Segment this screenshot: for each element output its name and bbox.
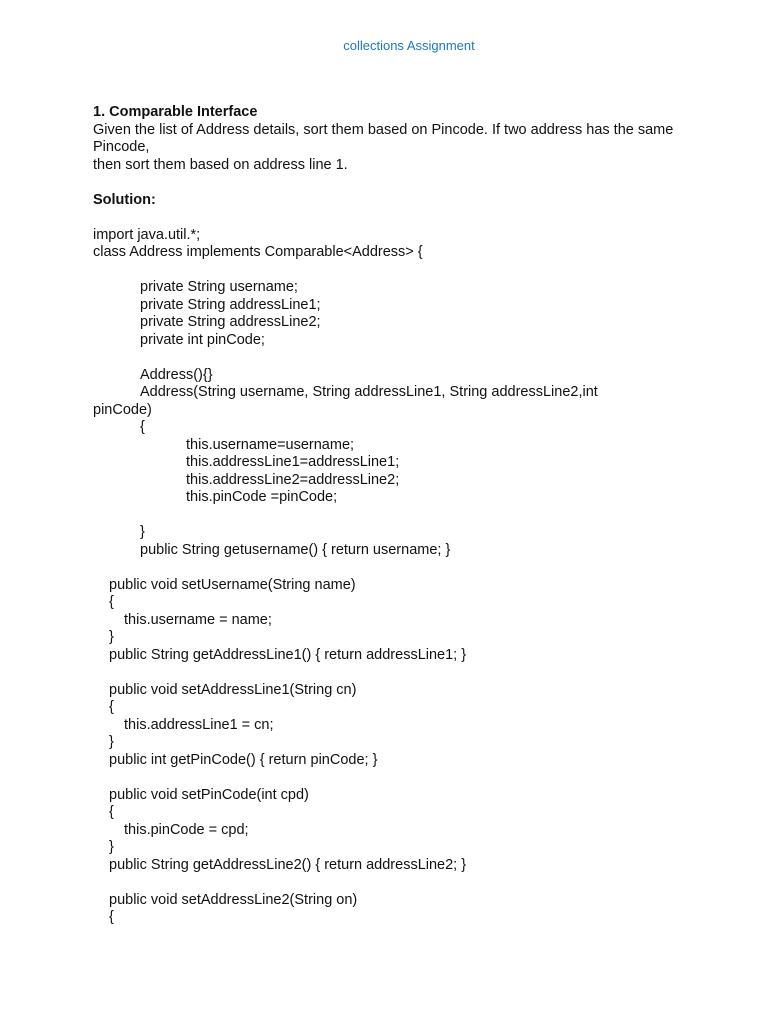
spacer	[93, 769, 693, 787]
code-line: {	[109, 909, 114, 925]
spacer	[93, 174, 693, 192]
code-line: this.addressLine1=addressLine1;	[186, 454, 400, 470]
document-body	[93, 104, 693, 927]
code-line: this.username=username;	[186, 436, 355, 453]
code-line: }	[109, 734, 114, 750]
code-line: pinCode)	[93, 401, 152, 418]
spacer	[93, 507, 693, 525]
code-line: this.username = name;	[124, 611, 272, 628]
code-line: private String addressLine2;	[140, 314, 321, 330]
spacer	[93, 559, 693, 577]
solution-label: Solution:	[93, 191, 156, 208]
code-line: }	[109, 629, 114, 645]
code-line: private String addressLine1;	[140, 296, 321, 313]
code-line: {	[109, 699, 114, 715]
code-line: public String getusername() { return username; }	[140, 541, 451, 558]
code-line: public String getAddressLine2() { return addressLine2; }	[109, 856, 467, 873]
code-line: Address(String username, String addressLine1, String addressLine2,int	[140, 384, 598, 400]
spacer	[93, 874, 693, 892]
code-line: public void setPinCode(int cpd)	[109, 786, 309, 803]
code-line: }	[109, 839, 114, 855]
code-line: Address(){}	[140, 366, 213, 383]
spacer	[93, 349, 693, 367]
code-line: class Address implements Comparable<Address> {	[93, 244, 423, 260]
code-line: public int getPinCode() { return pinCode; }	[109, 751, 378, 768]
code-line: public void setUsername(String name)	[109, 576, 356, 593]
code-line: public void setAddressLine2(String on)	[109, 891, 358, 908]
code-line: public void setAddressLine1(String cn)	[109, 681, 357, 698]
code-line: public String getAddressLine1() { return addressLine1; }	[109, 646, 467, 663]
problem-statement-line-2: then sort them based on address line 1.	[93, 156, 348, 173]
section-heading: 1. Comparable Interface	[93, 104, 258, 120]
problem-statement-line-1: Given the list of Address details, sort them based on Pincode. If two address has the same Pincode,	[93, 121, 674, 155]
code-line: this.addressLine2=addressLine2;	[186, 471, 400, 488]
code-line: }	[140, 524, 145, 540]
code-line: {	[140, 419, 145, 435]
spacer	[93, 209, 693, 227]
code-line: {	[109, 804, 114, 820]
spacer	[93, 664, 693, 682]
document-header-title: collections Assignment	[343, 38, 475, 53]
code-line: private int pinCode;	[140, 331, 265, 348]
code-line: {	[109, 594, 114, 610]
code-line: private String username;	[140, 279, 298, 295]
code-line: this.pinCode =pinCode;	[186, 489, 338, 505]
spacer	[93, 262, 693, 280]
code-line: this.addressLine1 = cn;	[124, 716, 274, 733]
code-line: this.pinCode = cpd;	[124, 821, 249, 838]
code-line: import java.util.*;	[93, 226, 201, 243]
